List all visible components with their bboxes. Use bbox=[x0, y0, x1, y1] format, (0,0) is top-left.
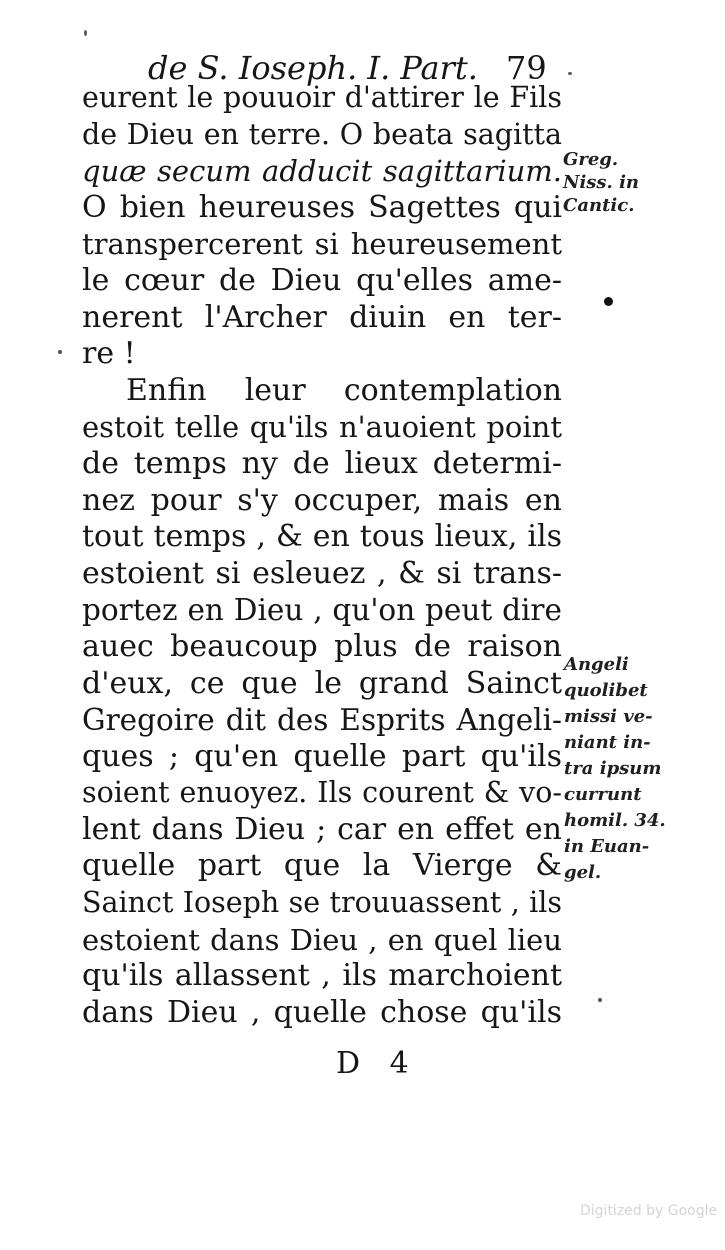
ink-speck bbox=[598, 998, 602, 1002]
text-line: quæ secum adducit sagittarium. bbox=[82, 154, 562, 189]
text-line: auec beaucoup plus de raison bbox=[82, 628, 562, 664]
ink-speck bbox=[58, 350, 62, 354]
text-line: eurent le pouuoir d'attirer le Fils bbox=[82, 81, 562, 114]
text-line: d'eux, ce que le grand Sainct bbox=[82, 665, 562, 701]
margin-note-line: homil. 34. bbox=[564, 810, 666, 831]
text-line: dans Dieu , quelle chose qu'ils bbox=[82, 994, 562, 1030]
text-line: de temps ny de lieux determi- bbox=[82, 445, 562, 481]
margin-note-line: in Euan- bbox=[564, 836, 650, 857]
text-line: lent dans Dieu ; car en effet en bbox=[82, 811, 562, 847]
text-line: ques ; qu'en quelle part qu'ils bbox=[82, 738, 562, 774]
margin-note-line: gel. bbox=[564, 862, 602, 883]
body-text bbox=[82, 80, 562, 1031]
text-line: Gregoire dit des Esprits Angeli- bbox=[82, 703, 562, 738]
page-number: 79 bbox=[506, 49, 547, 87]
text-line: re ! bbox=[82, 336, 136, 372]
text-line: transpercerent si heureusement bbox=[82, 227, 562, 262]
text-line: le cœur de Dieu qu'elles ame- bbox=[82, 262, 562, 298]
signature-mark: D 4 bbox=[336, 1046, 419, 1081]
margin-note-line: Niss. in bbox=[563, 172, 640, 193]
paragraph-start-line: Enfin leur contemplation bbox=[126, 372, 562, 408]
text-line: quelle part que la Vierge & bbox=[82, 848, 562, 884]
ink-speck bbox=[568, 72, 572, 75]
margin-note-gregory-nyssa bbox=[563, 148, 639, 217]
margin-note-line: quolibet bbox=[564, 680, 648, 701]
margin-note-line: Cantic. bbox=[563, 195, 635, 216]
text-line: qu'ils allassent , ils marchoient bbox=[82, 958, 562, 994]
text-line: soient enuoyez. Ils courent & vo- bbox=[82, 776, 562, 810]
margin-note-line: Greg. bbox=[563, 149, 619, 170]
text-line: estoient dans Dieu , en quel lieu bbox=[82, 922, 562, 957]
text-line: nerent l'Archer diuin en ter- bbox=[82, 299, 562, 335]
text-line: O bien heureuses Sagettes qui bbox=[82, 189, 562, 225]
ink-dot bbox=[604, 297, 613, 306]
text-line: nez pour s'y occuper, mais en bbox=[82, 482, 562, 518]
margin-note-angeli bbox=[564, 652, 666, 886]
running-title: de S. Ioseph. I. Part. bbox=[148, 49, 478, 87]
watermark: Digitized by Google bbox=[580, 1203, 718, 1219]
ink-speck bbox=[84, 30, 87, 36]
margin-note-line: Angeli bbox=[564, 654, 629, 675]
margin-note-line: currunt bbox=[564, 784, 642, 805]
margin-note-line: missi ve- bbox=[564, 706, 653, 727]
margin-note-line: tra ipsum bbox=[564, 758, 662, 779]
margin-note-line: niant in- bbox=[564, 732, 651, 753]
text-line: tout temps , & en tous lieux, ils bbox=[82, 519, 562, 555]
text-line: portez en Dieu , qu'on peut dire bbox=[82, 593, 562, 628]
text-line: de Dieu en terre. O beata sagitta bbox=[82, 117, 562, 151]
text-line: estoit telle qu'ils n'auoient point bbox=[82, 410, 562, 445]
text-line: Sainct Ioseph se trouuassent , ils bbox=[82, 886, 562, 920]
text-line: estoient si esleuez , & si trans- bbox=[82, 555, 562, 591]
